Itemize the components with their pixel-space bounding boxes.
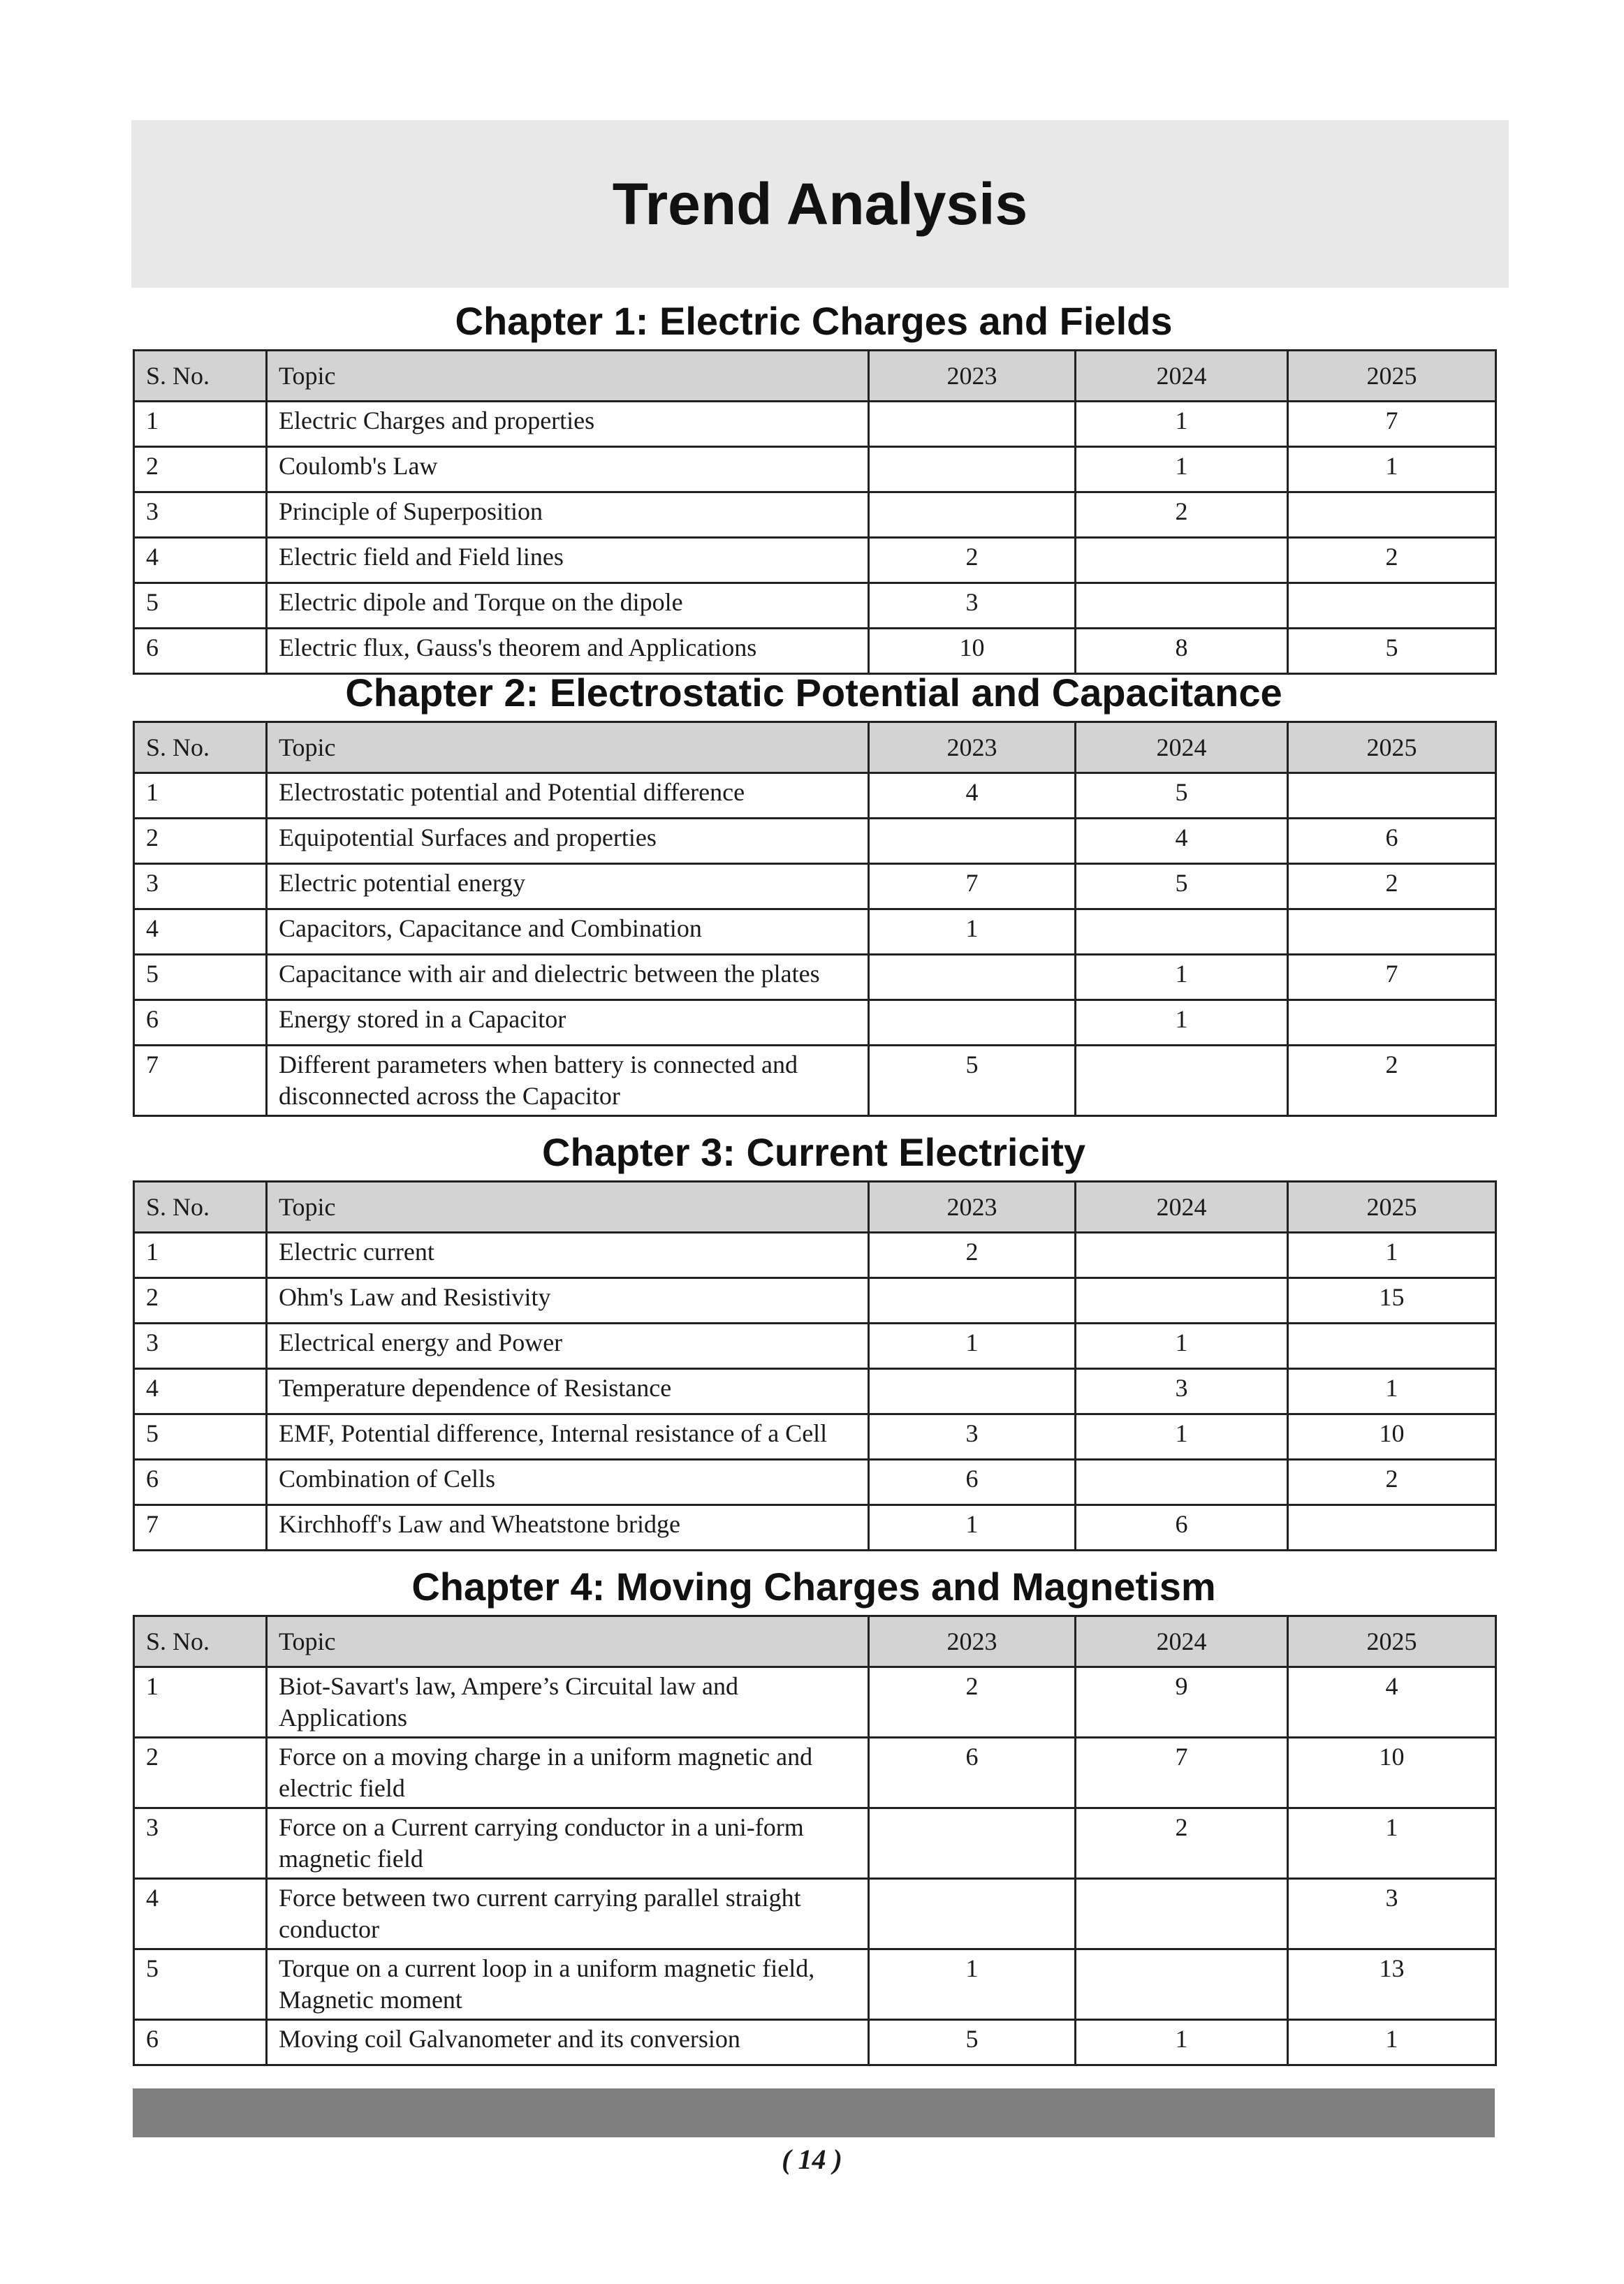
cell-count: 5 — [869, 1046, 1076, 1116]
cell-sno: 2 — [134, 447, 267, 492]
cell-sno: 4 — [134, 1879, 267, 1949]
header-topic: Topic — [267, 722, 869, 773]
cell-count: 4 — [1076, 819, 1288, 864]
table-row — [134, 1879, 1496, 1949]
cell-sno: 6 — [134, 1460, 267, 1505]
cell-count: 2 — [1288, 864, 1496, 909]
cell-count — [1076, 1949, 1288, 2020]
cell-count — [1288, 909, 1496, 955]
table-row — [134, 583, 1496, 629]
cell-count: 2 — [869, 1233, 1076, 1278]
cell-count: 10 — [869, 629, 1076, 674]
cell-count: 1 — [1076, 1324, 1288, 1369]
cell-count: 1 — [1288, 447, 1496, 492]
chapter-title: Chapter 2: Electrostatic Potential and Capacitance — [345, 670, 1282, 715]
cell-count: 1 — [869, 1324, 1076, 1369]
cell-count — [869, 819, 1076, 864]
chapter-title: Chapter 1: Electric Charges and Fields — [455, 298, 1173, 343]
cell-sno: 7 — [134, 1505, 267, 1551]
cell-count: 1 — [1076, 447, 1288, 492]
table-row — [134, 447, 1496, 492]
cell-count: 5 — [1076, 864, 1288, 909]
cell-count: 1 — [869, 1505, 1076, 1551]
cell-count — [1076, 1879, 1288, 1949]
header-year: 2025 — [1288, 722, 1496, 773]
cell-sno: 5 — [134, 1414, 267, 1460]
cell-count — [1288, 1000, 1496, 1046]
header-topic: Topic — [267, 1182, 869, 1233]
cell-count — [869, 492, 1076, 538]
cell-sno: 3 — [134, 864, 267, 909]
cell-topic: Force on a moving charge in a uniform magnetic and electric field — [267, 1738, 869, 1808]
cell-count: 6 — [1288, 819, 1496, 864]
cell-count: 4 — [1288, 1667, 1496, 1738]
cell-count: 4 — [869, 773, 1076, 819]
cell-count: 1 — [869, 909, 1076, 955]
header-sno: S. No. — [134, 1182, 267, 1233]
table-header-row — [134, 1182, 1496, 1233]
cell-topic: Electrostatic potential and Potential difference — [267, 773, 869, 819]
chapter-section — [133, 1123, 1495, 1551]
table-row — [134, 1369, 1496, 1414]
chapter-section — [133, 664, 1495, 1117]
cell-count: 7 — [1076, 1738, 1288, 1808]
header-year: 2024 — [1076, 1182, 1288, 1233]
cell-count — [1288, 1505, 1496, 1551]
cell-topic: Electric potential energy — [267, 864, 869, 909]
cell-sno: 2 — [134, 1738, 267, 1808]
cell-count — [869, 1369, 1076, 1414]
cell-count: 1 — [1288, 1808, 1496, 1879]
page-number: ( 14 ) — [782, 2144, 842, 2175]
table-row — [134, 1808, 1496, 1879]
table-row — [134, 1414, 1496, 1460]
cell-topic: Kirchhoff's Law and Wheatstone bridge — [267, 1505, 869, 1551]
cell-topic: Ohm's Law and Resistivity — [267, 1278, 869, 1324]
table-row — [134, 1667, 1496, 1738]
cell-count — [1288, 583, 1496, 629]
trend-table — [133, 349, 1497, 675]
cell-topic: Capacitance with air and dielectric between the plates — [267, 955, 869, 1000]
header-year: 2023 — [869, 1182, 1076, 1233]
cell-count: 7 — [869, 864, 1076, 909]
cell-count: 3 — [869, 1414, 1076, 1460]
cell-count — [1076, 1233, 1288, 1278]
cell-topic: Force between two current carrying parallel straight conductor — [267, 1879, 869, 1949]
cell-topic: Force on a Current carrying conductor in a uni-form magnetic field — [267, 1808, 869, 1879]
cell-count — [869, 1278, 1076, 1324]
cell-sno: 2 — [134, 819, 267, 864]
cell-count — [869, 1000, 1076, 1046]
cell-count — [1076, 909, 1288, 955]
table-row — [134, 538, 1496, 583]
cell-sno: 3 — [134, 492, 267, 538]
cell-count: 10 — [1288, 1738, 1496, 1808]
table-row — [134, 1278, 1496, 1324]
cell-sno: 5 — [134, 1949, 267, 2020]
table-row — [134, 2020, 1496, 2065]
cell-sno: 1 — [134, 402, 267, 447]
cell-count: 1 — [1076, 1000, 1288, 1046]
cell-sno: 6 — [134, 629, 267, 674]
table-header-row — [134, 1616, 1496, 1667]
table-row — [134, 402, 1496, 447]
cell-count: 5 — [1288, 629, 1496, 674]
cell-count — [869, 447, 1076, 492]
table-row — [134, 1949, 1496, 2020]
cell-count: 1 — [1076, 2020, 1288, 2065]
cell-topic: Biot-Savart's law, Ampere’s Circuital law and Applications — [267, 1667, 869, 1738]
cell-topic: Electric Charges and properties — [267, 402, 869, 447]
cell-count: 6 — [1076, 1505, 1288, 1551]
cell-sno: 7 — [134, 1046, 267, 1116]
cell-count — [869, 1879, 1076, 1949]
cell-count — [1076, 538, 1288, 583]
table-row — [134, 864, 1496, 909]
header-sno: S. No. — [134, 351, 267, 402]
cell-topic: Electric current — [267, 1233, 869, 1278]
cell-count: 2 — [1076, 1808, 1288, 1879]
cell-sno: 4 — [134, 1369, 267, 1414]
cell-count: 7 — [1288, 955, 1496, 1000]
table-header-row — [134, 351, 1496, 402]
cell-sno: 4 — [134, 538, 267, 583]
chapter-title: Chapter 4: Moving Charges and Magnetism — [411, 1564, 1216, 1609]
cell-count — [1288, 773, 1496, 819]
cell-sno: 4 — [134, 909, 267, 955]
cell-topic: Combination of Cells — [267, 1460, 869, 1505]
table-row — [134, 955, 1496, 1000]
cell-count — [1288, 492, 1496, 538]
header-sno: S. No. — [134, 722, 267, 773]
header-year: 2024 — [1076, 351, 1288, 402]
header-year: 2025 — [1288, 1182, 1496, 1233]
cell-count — [869, 955, 1076, 1000]
cell-count — [1288, 1324, 1496, 1369]
cell-count: 3 — [1288, 1879, 1496, 1949]
header-year: 2023 — [869, 1616, 1076, 1667]
cell-topic: Electrical energy and Power — [267, 1324, 869, 1369]
cell-count: 2 — [1288, 1046, 1496, 1116]
cell-topic: Electric flux, Gauss's theorem and Applications — [267, 629, 869, 674]
header-year: 2023 — [869, 351, 1076, 402]
cell-topic: Moving coil Galvanometer and its conversion — [267, 2020, 869, 2065]
cell-topic: Electric field and Field lines — [267, 538, 869, 583]
cell-sno: 3 — [134, 1324, 267, 1369]
cell-sno: 1 — [134, 1667, 267, 1738]
footer-band — [133, 2088, 1495, 2137]
table-row — [134, 492, 1496, 538]
cell-count: 9 — [1076, 1667, 1288, 1738]
table-row — [134, 909, 1496, 955]
cell-sno: 6 — [134, 1000, 267, 1046]
cell-sno: 5 — [134, 955, 267, 1000]
cell-count: 7 — [1288, 402, 1496, 447]
table-row — [134, 819, 1496, 864]
cell-topic: EMF, Potential difference, Internal resistance of a Cell — [267, 1414, 869, 1460]
cell-count: 3 — [1076, 1369, 1288, 1414]
cell-topic: Coulomb's Law — [267, 447, 869, 492]
cell-count: 2 — [869, 538, 1076, 583]
cell-count: 2 — [1076, 492, 1288, 538]
cell-count — [869, 1808, 1076, 1879]
header-year: 2025 — [1288, 1616, 1496, 1667]
header-year: 2023 — [869, 722, 1076, 773]
cell-count — [1076, 1046, 1288, 1116]
cell-count: 13 — [1288, 1949, 1496, 2020]
cell-topic: Torque on a current loop in a uniform magnetic field, Magnetic moment — [267, 1949, 869, 2020]
cell-sno: 1 — [134, 1233, 267, 1278]
table-row — [134, 1505, 1496, 1551]
cell-count: 5 — [869, 2020, 1076, 2065]
header-topic: Topic — [267, 1616, 869, 1667]
cell-topic: Capacitors, Capacitance and Combination — [267, 909, 869, 955]
cell-count: 3 — [869, 583, 1076, 629]
chapter-title: Chapter 3: Current Electricity — [542, 1129, 1085, 1174]
cell-count: 1 — [1076, 1414, 1288, 1460]
trend-table — [133, 1180, 1497, 1551]
table-row — [134, 1460, 1496, 1505]
cell-sno: 2 — [134, 1278, 267, 1324]
table-row — [134, 1324, 1496, 1369]
cell-topic: Energy stored in a Capacitor — [267, 1000, 869, 1046]
header-topic: Topic — [267, 351, 869, 402]
cell-count: 1 — [869, 1949, 1076, 2020]
cell-count: 1 — [1076, 955, 1288, 1000]
cell-count: 6 — [869, 1460, 1076, 1505]
cell-count: 6 — [869, 1738, 1076, 1808]
cell-count — [1076, 1278, 1288, 1324]
cell-count: 15 — [1288, 1278, 1496, 1324]
cell-count: 2 — [869, 1667, 1076, 1738]
chapter-section — [133, 1558, 1495, 2066]
cell-count: 1 — [1288, 1369, 1496, 1414]
cell-count: 2 — [1288, 1460, 1496, 1505]
cell-topic: Equipotential Surfaces and properties — [267, 819, 869, 864]
cell-topic: Temperature dependence of Resistance — [267, 1369, 869, 1414]
cell-count: 2 — [1288, 538, 1496, 583]
cell-count: 1 — [1288, 2020, 1496, 2065]
cell-count: 8 — [1076, 629, 1288, 674]
cell-topic: Electric dipole and Torque on the dipole — [267, 583, 869, 629]
cell-sno: 5 — [134, 583, 267, 629]
cell-count: 5 — [1076, 773, 1288, 819]
cell-topic: Principle of Superposition — [267, 492, 869, 538]
cell-count — [1076, 1460, 1288, 1505]
header-year: 2024 — [1076, 1616, 1288, 1667]
table-row — [134, 1233, 1496, 1278]
table-header-row — [134, 722, 1496, 773]
cell-count — [1076, 583, 1288, 629]
table-row — [134, 773, 1496, 819]
table-row — [134, 1738, 1496, 1808]
cell-topic: Different parameters when battery is connected and disconnected across the Capacitor — [267, 1046, 869, 1116]
cell-count: 1 — [1076, 402, 1288, 447]
cell-sno: 6 — [134, 2020, 267, 2065]
trend-table — [133, 1615, 1497, 2066]
header-year: 2024 — [1076, 722, 1288, 773]
header-year: 2025 — [1288, 351, 1496, 402]
table-row — [134, 1046, 1496, 1116]
cell-sno: 1 — [134, 773, 267, 819]
table-row — [134, 1000, 1496, 1046]
cell-count — [869, 402, 1076, 447]
chapter-section — [133, 292, 1495, 675]
page-title: Trend Analysis — [612, 170, 1028, 237]
cell-count: 1 — [1288, 1233, 1496, 1278]
header-sno: S. No. — [134, 1616, 267, 1667]
cell-sno: 3 — [134, 1808, 267, 1879]
cell-count: 10 — [1288, 1414, 1496, 1460]
trend-table — [133, 721, 1497, 1117]
